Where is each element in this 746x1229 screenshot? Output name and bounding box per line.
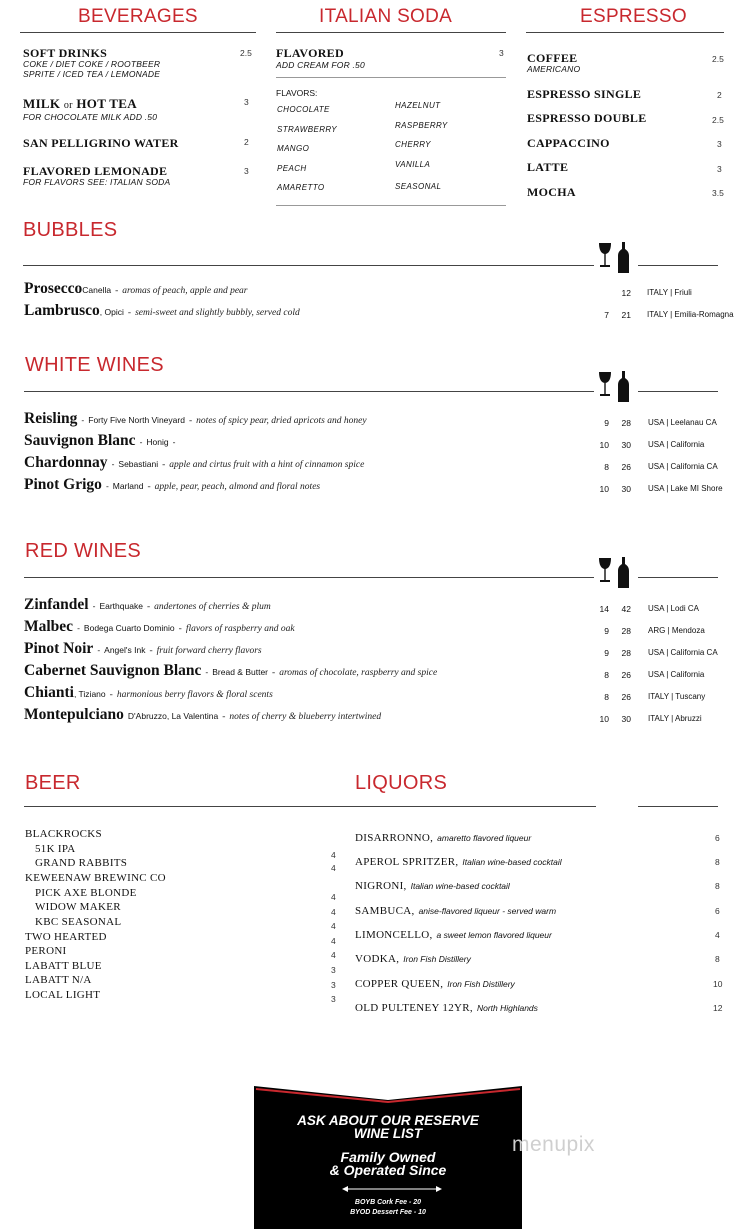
wine-producer: Sebastiani [118,459,159,469]
divider [638,806,718,807]
wine-bottle-price: 42 [621,604,631,614]
wine-producer: Forty Five North Vineyard [88,415,185,425]
item-name-or: or [63,100,73,111]
wine-glass-price: 9 [604,418,609,428]
wine-desc: aromas of peach, apple and pear [122,286,248,296]
item-price: 3 [244,97,249,107]
wine-bottle-price: 30 [621,440,631,450]
item-name: ESPRESSO DOUBLE [527,111,647,125]
beer-item: LABATT N/A [25,974,92,986]
wine-bottle-price: 28 [621,418,631,428]
item-name: SAN PELLIGRINO WATER [23,136,179,150]
item-price: 3.5 [712,188,724,198]
wine-glass-price: 10 [599,484,609,494]
wine-desc: aromas of chocolate, raspberry and spice [279,668,438,678]
item-price: 3 [717,164,722,174]
wine-name: Chianti [24,684,74,701]
liquor-item [355,949,471,967]
wine-bottle-price: 26 [621,670,631,680]
wine-desc: notes of cherry & blueberry intertwined [229,712,382,722]
promo-line-2: WINE LIST [353,1126,423,1141]
wine-desc: notes of spicy pear, dried apricots and honey [196,416,367,426]
liquor-item [355,925,552,943]
wine-producer: Opici [104,307,124,317]
item-price: 3 [717,139,722,149]
beer-item: PICK AXE BLONDE [35,887,137,899]
wine-origin: USA | Lodi CA [648,604,699,613]
liquor-name: VODKA, [355,953,400,965]
liquor-name: COPPER QUEEN, [355,978,444,990]
wine-bottle-price: 26 [621,692,631,702]
flavor: AMARETTO [277,183,325,192]
esp-coffee [527,51,580,74]
flavor: HAZELNUT [395,101,441,110]
liquor-name: OLD PULTENEY 12YR, [355,1002,473,1014]
wine-origin: ITALY | Tuscany [648,692,706,701]
wine-desc: harmonious berry flavors & floral scents [116,690,273,700]
glass-bottle-icon [597,241,635,275]
beer-item: WIDOW MAKER [35,901,121,913]
wine-producer: Honig [146,437,169,447]
watermark: menupix [512,1133,595,1156]
wine-bottle-price: 12 [621,288,631,298]
flavor: CHOCOLATE [277,105,330,114]
wine-row: Pinot Grigo - Marland - apple, pear, peach, almond and floral notes [24,476,321,493]
wine-bottle-price: 21 [621,310,631,320]
liquor-desc: Italian wine-based cocktail [462,857,562,867]
liquor-price: 4 [715,930,720,940]
beer-price: 3 [331,980,336,990]
liquor-desc: North Highlands [476,1003,538,1013]
liquor-item [355,901,556,919]
wine-name: Pinot Noir [24,640,94,657]
double-arrow-icon [342,1185,442,1193]
liquor-price: 6 [715,906,720,916]
beer-price: 4 [331,950,336,960]
liquor-name: NIGRONI, [355,880,407,892]
beer-item: 51K IPA [35,843,76,855]
liquor-name: DISARRONNO, [355,832,434,844]
glass-bottle-icon [597,370,635,404]
item-name: ESPRESSO SINGLE [527,87,642,101]
flavors-label: FLAVORS: [276,88,318,98]
wine-producer: D'Abruzzo, La Valentina [127,711,219,721]
liquor-desc: anise-flavored liqueur - served warm [418,906,557,916]
wine-row: Pinot Noir - Angel's Ink - fruit forward cherry flavors [24,640,262,657]
wine-origin: USA | California [648,440,705,449]
italian-soda-title: ITALIAN SODA [319,6,453,27]
wine-origin: USA | Leelanau CA [648,418,717,427]
espresso-title: ESPRESSO [580,6,687,27]
wine-desc: fruit forward cherry flavors [156,646,262,656]
beer-item: LOCAL LIGHT [25,989,101,1001]
bev-soft-drinks [23,46,160,79]
item-sub: FOR CHOCOLATE MILK ADD .50 [23,112,158,122]
wine-row: Cabernet Sauvignon Blanc - Bread & Butter - aromas of chocolate, raspberry and spice [24,662,438,679]
promo-fee-1: BOYB Cork Fee - 20 [354,1199,422,1206]
item-sub: ADD CREAM FOR .50 [276,60,365,70]
divider [24,391,594,392]
wine-row: Lambrusco, Opici - semi-sweet and slightly bubbly, served cold [24,302,300,319]
wine-origin: ITALY | Friuli [647,288,692,297]
wine-bottle-price: 26 [621,462,631,472]
flavor: CHERRY [395,140,431,149]
wine-bottle-price: 30 [621,714,631,724]
liquor-item [355,998,538,1016]
item-sub: COKE / DIET COKE / ROOTBEER [23,59,161,69]
beer-item: LABATT BLUE [25,960,102,972]
wine-row: Montepulciano D'Abruzzo, La Valentina - notes of cherry & blueberry intertwined [24,706,382,723]
item-price: 3 [244,166,249,176]
flavor: SEASONAL [395,182,442,191]
item-name: MOCHA [527,185,576,199]
wine-row: Chardonnay - Sebastiani - apple and cirtus fruit with a hint of cinnamon spice [24,454,365,471]
item-sub: FOR FLAVORS SEE: ITALIAN SODA [23,177,171,187]
flavor: VANILLA [395,160,431,169]
item-name: SOFT DRINKS [23,46,108,60]
beer-item: KEWEENAW BREWINC CO [25,872,166,884]
wine-name: Prosecco [24,280,83,297]
item-name: FLAVORED [276,46,344,60]
item-sub: SPRITE / ICED TEA / LEMONADE [23,69,161,79]
liquor-name: SAMBUCA, [355,905,415,917]
liquor-desc: amaretto flavored liqueur [437,833,532,843]
wine-glass-price: 14 [599,604,609,614]
item-name: LATTE [527,160,569,174]
item-name: CAPPACCINO [527,136,610,150]
beer-price: 4 [331,936,336,946]
divider [526,32,724,33]
wine-row: Chianti, Tiziano - harmonious berry flavors & floral scents [24,684,273,701]
wine-row: Reisling - Forty Five North Vineyard - notes of spicy pear, dried apricots and honey [24,410,367,427]
promo-line-3: Family Owned [340,1149,436,1165]
item-price: 2 [244,137,249,147]
beer-item: TWO HEARTED [25,931,107,943]
flavor: STRAWBERRY [277,125,338,134]
beer-item: PERONI [25,945,67,957]
wine-origin: ITALY | Emilia-Romagna [647,310,734,319]
reserve-promo-box [254,1086,522,1229]
red-wines-title: RED WINES [25,540,142,562]
item-name: MILK [23,96,61,111]
wine-name: Zinfandel [24,596,89,613]
item-name: HOT TEA [76,96,137,111]
beer-price: 3 [331,994,336,1004]
wine-row: Malbec - Bodega Cuarto Dominio - flavors of raspberry and oak [24,618,295,635]
liquor-item [355,828,531,846]
wine-glass-price: 9 [604,648,609,658]
liquor-name: APEROL SPRITZER, [355,856,459,868]
wine-bottle-price: 28 [621,626,631,636]
liquor-price: 8 [715,881,720,891]
wine-producer: Angel's Ink [104,645,146,655]
wine-producer: Marland [112,481,144,491]
wine-glass-price: 8 [604,462,609,472]
wine-glass-price: 8 [604,692,609,702]
wine-name: Montepulciano [24,706,124,723]
beer-price: 3 [331,965,336,975]
wine-producer: Bodega Cuarto Dominio [83,623,175,633]
wine-desc: flavors of raspberry and oak [185,624,295,634]
glass-bottle-icon [597,556,635,590]
divider [24,806,596,807]
wine-name: Malbec [24,618,74,635]
divider [24,577,594,578]
wine-origin: USA | Lake MI Shore [648,484,723,493]
liquors-title: LIQUORS [355,772,448,794]
wine-name: Cabernet Sauvignon Blanc [24,662,202,679]
liquor-desc: Iron Fish Distillery [447,979,515,989]
white-wines-title: WHITE WINES [25,354,164,376]
wine-glass-price: 7 [604,310,609,320]
beer-price: 4 [331,921,336,931]
wine-origin: USA | California [648,670,705,679]
wine-name: Lambrusco [24,302,100,319]
wine-producer: Tiziano [78,689,106,699]
beer-item: GRAND RABBITS [35,857,128,869]
liquor-desc: Iron Fish Distillery [403,954,471,964]
wine-name: Reisling [24,410,78,427]
wine-origin: ITALY | Abruzzi [648,714,702,723]
item-name: FLAVORED LEMONADE [23,164,168,178]
beer-price: 4 [331,892,336,902]
wine-producer: Canella [82,285,112,295]
liquor-item [355,852,562,870]
divider [638,577,718,578]
liquor-desc: Italian wine-based cocktail [410,881,510,891]
wine-desc: andertones of cherries & plum [154,602,271,612]
divider [638,265,718,266]
divider [276,77,506,78]
wine-glass-price: 10 [599,440,609,450]
wine-origin: ARG | Mendoza [648,626,705,635]
wine-name: Pinot Grigo [24,476,102,493]
liquor-name: LIMONCELLO, [355,929,433,941]
wine-glass-price: 10 [599,714,609,724]
item-sub: AMERICANO [527,64,581,74]
liquor-item [355,974,515,992]
wine-desc: semi-sweet and slightly bubbly, served cold [135,308,300,318]
liquor-price: 8 [715,857,720,867]
promo-line-1: ASK ABOUT OUR RESERVE [297,1113,479,1128]
promo-line-4: & Operated Since [329,1162,447,1178]
wine-row: Zinfandel - Earthquake - andertones of cherries & plum [24,596,271,613]
wine-desc: apple, pear, peach, almond and floral notes [154,482,321,492]
wine-bottle-price: 28 [621,648,631,658]
divider [276,32,506,33]
liquor-price: 12 [713,1003,723,1013]
wine-producer: Bread & Butter [212,667,269,677]
wine-origin: USA | California CA [648,648,718,657]
wine-bottle-price: 30 [621,484,631,494]
item-price: 2.5 [712,115,724,125]
wine-row: ProseccoCanella - aromas of peach, apple and pear [24,280,248,297]
beer-price: 4 [331,850,336,860]
beer-price: 4 [331,863,336,873]
flavor: MANGO [277,144,310,153]
beer-item: BLACKROCKS [25,828,102,840]
soda-flavored [276,46,365,70]
wine-origin: USA | California CA [648,462,718,471]
item-name: COFFEE [527,51,578,65]
liquor-price: 8 [715,954,720,964]
divider [276,205,506,206]
bubbles-title: BUBBLES [23,219,118,241]
wine-row: Sauvignon Blanc - Honig - [24,432,176,449]
beer-title: BEER [25,772,81,794]
wine-glass-price: 8 [604,670,609,680]
divider [20,32,256,33]
liquor-desc: a sweet lemon flavored liqueur [436,930,552,940]
liquor-price: 6 [715,833,720,843]
wine-name: Sauvignon Blanc [24,432,136,449]
liquor-price: 10 [713,979,723,989]
flavor: RASPBERRY [395,121,448,130]
wine-desc: apple and cirtus fruit with a hint of cinnamon spice [169,460,365,470]
item-price: 3 [499,48,504,58]
beer-item: KBC SEASONAL [35,916,122,928]
divider [23,265,594,266]
item-price: 2 [717,90,722,100]
flavor: PEACH [277,164,307,173]
wine-glass-price: 9 [604,626,609,636]
item-price: 2.5 [712,54,724,64]
liquor-item [355,876,510,894]
wine-producer: Earthquake [99,601,143,611]
bev-flavored-lemonade [23,164,170,187]
wine-name: Chardonnay [24,454,108,471]
item-price: 2.5 [240,48,252,58]
bev-milk-hot-tea [23,96,157,122]
beer-price: 4 [331,907,336,917]
beverages-title: BEVERAGES [78,6,198,27]
divider [638,391,718,392]
promo-fee-2: BYOD Dessert Fee - 10 [350,1209,426,1216]
